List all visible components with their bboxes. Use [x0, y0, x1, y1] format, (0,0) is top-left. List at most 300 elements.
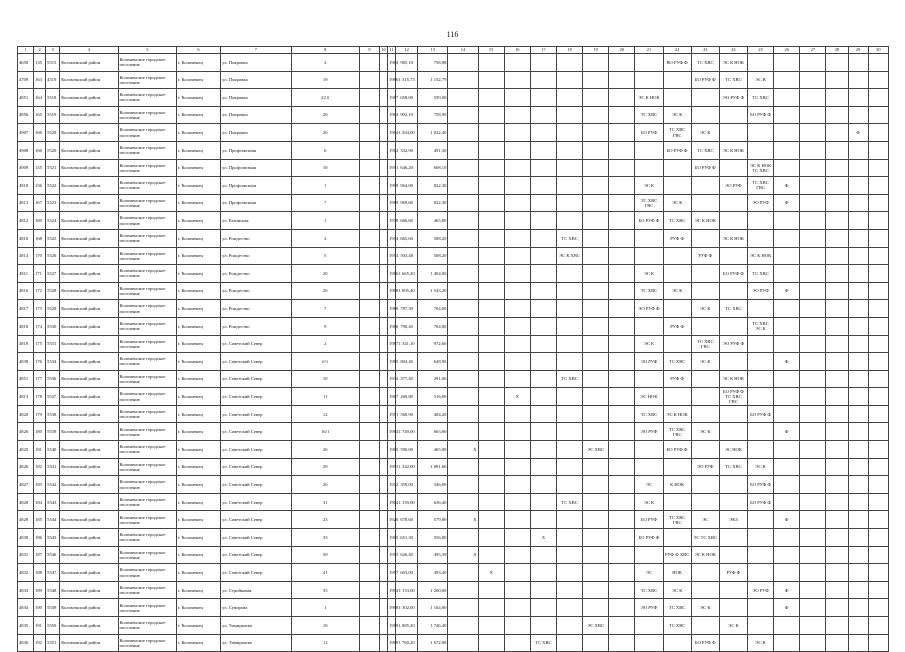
table-cell — [848, 194, 868, 212]
table-cell: 177 — [34, 370, 46, 388]
table-cell — [504, 458, 530, 476]
table-cell — [556, 335, 582, 353]
table-cell — [719, 581, 747, 599]
table-cell — [583, 282, 609, 300]
table-cell — [583, 335, 609, 353]
table-cell: 1 — [291, 599, 359, 617]
table-cell — [530, 458, 556, 476]
table-cell — [478, 89, 504, 107]
table-cell — [826, 634, 848, 652]
table-cell: ул. Советский Север — [221, 388, 291, 406]
table-row — [18, 423, 889, 441]
table-cell — [663, 247, 691, 265]
table-cell — [800, 282, 826, 300]
table-cell: Коломенское городское поселение — [118, 194, 176, 212]
table-cell: 166 — [34, 141, 46, 159]
column-number: 8 — [291, 47, 359, 54]
table-cell — [800, 194, 826, 212]
table-cell: Коломенский район — [60, 212, 118, 230]
table-cell — [663, 458, 691, 476]
table-cell: РУФ Ф — [719, 564, 747, 582]
table-row — [18, 177, 889, 195]
table-cell: 269,80 — [396, 388, 418, 406]
table-cell: РУФ Ф — [691, 247, 719, 265]
table-cell — [359, 441, 379, 459]
table-cell: 22 б — [291, 89, 359, 107]
table-cell: Коломенское городское поселение — [118, 634, 176, 652]
table-cell — [478, 546, 504, 564]
table-cell — [848, 493, 868, 511]
table-cell: ЭС К НОК — [691, 546, 719, 564]
table-cell: 4828 — [18, 493, 34, 511]
table-cell: 1989 — [388, 634, 396, 652]
table-cell — [609, 599, 635, 617]
table-cell — [504, 177, 530, 195]
table-cell — [380, 599, 388, 617]
table-cell — [380, 476, 388, 494]
table-cell — [556, 89, 582, 107]
table-cell — [609, 617, 635, 635]
table-cell: Коломенское городское поселение — [118, 317, 176, 335]
table-cell: Коломенское городское поселение — [118, 476, 176, 494]
table-cell: г. Коломенец — [176, 423, 220, 441]
table-cell — [609, 54, 635, 72]
table-cell: ул. Покровка — [221, 106, 291, 124]
table-cell — [583, 476, 609, 494]
table-cell — [868, 353, 888, 371]
table-cell — [556, 634, 582, 652]
table-cell — [478, 405, 504, 423]
table-cell: ТС ХВС — [748, 265, 774, 283]
table-cell: ЭС К НОК — [719, 370, 747, 388]
table-cell — [748, 54, 774, 72]
table-cell — [748, 529, 774, 547]
table-cell: 26 — [291, 282, 359, 300]
table-cell — [380, 458, 388, 476]
table-cell — [748, 229, 774, 247]
table-cell — [719, 247, 747, 265]
table-cell — [774, 141, 800, 159]
table-cell — [448, 564, 478, 582]
table-cell — [609, 265, 635, 283]
table-cell — [868, 388, 888, 406]
table-cell — [556, 511, 582, 529]
table-cell: 1954 — [388, 247, 396, 265]
table-cell — [609, 317, 635, 335]
table-cell: Коломенское городское поселение — [118, 423, 176, 441]
table-cell: Коломенский район — [60, 282, 118, 300]
table-cell: ЭС НОК — [635, 388, 663, 406]
table-cell — [504, 247, 530, 265]
table-cell — [800, 89, 826, 107]
table-cell — [530, 89, 556, 107]
table-cell: г. Коломенец — [176, 177, 220, 195]
table-cell — [774, 617, 800, 635]
table-cell — [800, 212, 826, 230]
table-cell: ул. Тимирязева — [221, 634, 291, 652]
table-cell: 465,80 — [418, 212, 448, 230]
table-cell: 1 695,40 — [396, 282, 418, 300]
table-cell — [826, 229, 848, 247]
table-cell: 1999 — [388, 177, 396, 195]
table-cell: 35 — [291, 581, 359, 599]
table-cell: ул. Рождество — [221, 282, 291, 300]
table-cell — [868, 141, 888, 159]
table-cell — [478, 441, 504, 459]
table-cell: 4830 — [18, 529, 34, 547]
table-cell: 1 342,00 — [396, 458, 418, 476]
column-number: 3 — [46, 47, 60, 54]
table-cell — [504, 317, 530, 335]
table-cell: Коломенский район — [60, 405, 118, 423]
table-cell: ЭС К — [691, 353, 719, 371]
table-cell — [530, 546, 556, 564]
table-cell: Коломенский район — [60, 458, 118, 476]
table-cell: г. Коломенец — [176, 212, 220, 230]
table-cell — [556, 106, 582, 124]
table-cell — [478, 370, 504, 388]
table-cell — [380, 71, 388, 89]
table-cell — [748, 300, 774, 318]
table-cell — [609, 71, 635, 89]
table-cell — [609, 353, 635, 371]
table-cell — [380, 247, 388, 265]
table-cell: ЭС — [635, 564, 663, 582]
table-cell — [848, 282, 868, 300]
table-cell: 608,10 — [418, 159, 448, 177]
table-cell: БО РУФ Ф — [691, 634, 719, 652]
table-cell — [748, 353, 774, 371]
table-cell — [800, 335, 826, 353]
table-row — [18, 546, 889, 564]
table-cell: БО РУФ Ф — [748, 476, 774, 494]
table-cell — [380, 265, 388, 283]
table-cell: г. Коломенец — [176, 106, 220, 124]
table-cell — [868, 71, 888, 89]
table-cell — [583, 194, 609, 212]
table-cell: 4838 — [18, 353, 34, 371]
table-cell: Коломенский район — [60, 89, 118, 107]
table-cell — [380, 634, 388, 652]
table-cell — [609, 194, 635, 212]
table-cell — [826, 141, 848, 159]
table-cell: Коломенский район — [60, 493, 118, 511]
table-cell: 171 — [34, 265, 46, 283]
table-row — [18, 599, 889, 617]
table-cell: БО РУФ Ф — [663, 141, 691, 159]
table-cell — [748, 212, 774, 230]
table-cell — [848, 634, 868, 652]
table-cell: РУФ Ф — [663, 229, 691, 247]
table-cell — [826, 265, 848, 283]
table-cell: г. Коломенец — [176, 71, 220, 89]
table-cell — [583, 581, 609, 599]
table-cell — [583, 141, 609, 159]
table-cell: г. Коломенец — [176, 493, 220, 511]
table-cell: г. Коломенец — [176, 141, 220, 159]
table-cell — [663, 159, 691, 177]
table-cell — [380, 335, 388, 353]
table-cell — [583, 300, 609, 318]
table-cell: ул. Рождество — [221, 247, 291, 265]
table-cell: 1951 — [388, 159, 396, 177]
table-cell: 1965 — [388, 441, 396, 459]
table-cell: 33 — [291, 529, 359, 547]
table-cell: 1955 — [388, 546, 396, 564]
table-row — [18, 581, 889, 599]
table-cell — [530, 599, 556, 617]
table-row — [18, 370, 889, 388]
table-cell — [868, 247, 888, 265]
table-cell: 156 — [34, 177, 46, 195]
table-cell: Ф — [774, 599, 800, 617]
table-cell: ул. Покровка — [221, 54, 291, 72]
table-cell — [556, 529, 582, 547]
table-cell — [556, 141, 582, 159]
table-cell — [826, 441, 848, 459]
table-cell: Коломенское городское поселение — [118, 89, 176, 107]
table-cell: 174 — [34, 317, 46, 335]
table-cell — [826, 405, 848, 423]
table-cell — [478, 106, 504, 124]
table-cell — [359, 546, 379, 564]
table-cell: 170 — [34, 247, 46, 265]
table-cell: 1 341,10 — [396, 335, 418, 353]
table-cell: ЭС К — [635, 335, 663, 353]
table-cell — [359, 476, 379, 494]
table-cell — [380, 177, 388, 195]
table-cell: 1926 — [388, 511, 396, 529]
table-cell — [691, 564, 719, 582]
column-number: 22 — [663, 47, 691, 54]
table-cell: Коломенское городское поселение — [118, 247, 176, 265]
column-number: 11 — [389, 47, 394, 53]
table-cell: ЭО РУФ Ф — [719, 89, 747, 107]
table-cell — [774, 229, 800, 247]
table-cell: Коломенский район — [60, 265, 118, 283]
table-cell — [583, 353, 609, 371]
table-cell — [478, 599, 504, 617]
table-cell: 190 — [34, 599, 46, 617]
table-cell: г. Коломенец — [176, 581, 220, 599]
table-cell — [848, 370, 868, 388]
table-cell — [635, 141, 663, 159]
table-cell — [691, 493, 719, 511]
table-cell: X — [448, 546, 478, 564]
table-cell — [848, 177, 868, 195]
table-cell — [826, 300, 848, 318]
table-cell: 12 — [291, 634, 359, 652]
table-cell: 178 — [34, 388, 46, 406]
table-cell — [556, 423, 582, 441]
table-cell — [504, 546, 530, 564]
table-cell: Коломенский район — [60, 617, 118, 635]
table-cell — [359, 141, 379, 159]
table-cell: Коломенское городское поселение — [118, 335, 176, 353]
table-cell: 665,60 — [396, 229, 418, 247]
table-cell — [359, 564, 379, 582]
table-cell: 4814 — [18, 247, 34, 265]
table-cell — [868, 441, 888, 459]
table-cell — [504, 511, 530, 529]
table-cell: 20 — [291, 106, 359, 124]
table-cell: 493,40 — [418, 564, 448, 582]
table-cell: 41 — [291, 564, 359, 582]
table-cell — [530, 617, 556, 635]
table-cell — [448, 388, 478, 406]
table-cell: ЭО РУФ — [719, 177, 747, 195]
table-cell: 5530 — [46, 317, 60, 335]
table-cell: БО РУФ — [635, 511, 663, 529]
table-cell — [848, 353, 868, 371]
table-cell — [748, 546, 774, 564]
table-cell — [556, 300, 582, 318]
table-cell: 1 022,40 — [418, 124, 448, 142]
table-cell — [530, 106, 556, 124]
table-cell — [774, 54, 800, 72]
table-cell — [530, 388, 556, 406]
table-cell: г. Коломенец — [176, 247, 220, 265]
table-cell — [719, 317, 747, 335]
table-cell: ЭС К НОК — [635, 89, 663, 107]
table-cell: 4811 — [18, 265, 34, 283]
table-cell: 1 746,40 — [418, 617, 448, 635]
table-cell — [504, 441, 530, 459]
table-cell: ТС ХВС ГВС — [635, 194, 663, 212]
table-cell — [359, 159, 379, 177]
table-cell: БО РУФ Ф — [748, 493, 774, 511]
table-cell — [826, 564, 848, 582]
table-cell — [556, 317, 582, 335]
table-cell — [691, 388, 719, 406]
table-cell — [380, 405, 388, 423]
table-cell — [868, 212, 888, 230]
table-cell: 4829 — [18, 511, 34, 529]
column-number: 29 — [848, 47, 868, 54]
table-cell: 176 — [34, 353, 46, 371]
table-cell — [448, 458, 478, 476]
table-cell — [583, 493, 609, 511]
table-cell — [691, 282, 719, 300]
table-cell — [380, 229, 388, 247]
table-cell — [609, 529, 635, 547]
table-cell — [800, 564, 826, 582]
table-cell — [826, 247, 848, 265]
table-cell: 4810 — [18, 229, 34, 247]
table-cell: 179 — [34, 405, 46, 423]
table-cell: ул. Советский Север — [221, 353, 291, 371]
table-cell: 4813 — [18, 388, 34, 406]
table-cell: 1984 — [388, 106, 396, 124]
table-cell — [868, 581, 888, 599]
table-cell: 902,10 — [396, 106, 418, 124]
table-cell — [635, 159, 663, 177]
table-cell — [448, 71, 478, 89]
table-cell — [504, 265, 530, 283]
table-cell: 165 — [34, 106, 46, 124]
table-cell: 1 749,00 — [396, 423, 418, 441]
table-cell: 5529 — [46, 124, 60, 142]
table-cell: Коломенское городское поселение — [118, 54, 176, 72]
table-cell — [826, 335, 848, 353]
table-cell — [359, 581, 379, 599]
table-cell: Коломенское городское поселение — [118, 617, 176, 635]
table-cell: ЭС — [691, 511, 719, 529]
table-cell — [868, 546, 888, 564]
table-cell: 5537 — [46, 388, 60, 406]
table-cell: ТС ХВС — [530, 634, 556, 652]
table-cell — [478, 282, 504, 300]
table-cell — [478, 265, 504, 283]
table-cell — [848, 335, 868, 353]
table-cell — [556, 388, 582, 406]
column-number: 21 — [635, 47, 663, 54]
table-cell — [826, 89, 848, 107]
table-cell: 164 — [34, 89, 46, 107]
table-cell — [359, 89, 379, 107]
table-cell: 5544 — [46, 511, 60, 529]
table-cell: 539,00 — [418, 89, 448, 107]
table-cell: 1 760,20 — [396, 634, 418, 652]
table-cell — [800, 493, 826, 511]
table-row — [18, 335, 889, 353]
table-cell: 4826 — [18, 423, 34, 441]
table-cell: БО РУФ Ф — [748, 106, 774, 124]
table-row — [18, 564, 889, 582]
table-cell — [504, 529, 530, 547]
table-cell: ЭС ТС ХВС — [691, 529, 719, 547]
table-cell — [868, 300, 888, 318]
column-number: 5 — [118, 47, 176, 54]
table-cell: ул. Тимирязева — [221, 617, 291, 635]
table-cell: Ф — [774, 282, 800, 300]
table-cell: ТС ХВС ГВС — [663, 423, 691, 441]
table-cell — [556, 71, 582, 89]
table-cell — [478, 317, 504, 335]
table-cell: ЭС К — [748, 458, 774, 476]
table-cell — [848, 54, 868, 72]
table-cell: 1984 — [388, 423, 396, 441]
table-cell — [868, 476, 888, 494]
table-cell: 651,30 — [396, 529, 418, 547]
table-cell: 4819 — [18, 335, 34, 353]
table-cell: ул. Рождество — [221, 300, 291, 318]
table-cell — [609, 370, 635, 388]
table-cell: Коломенский район — [60, 194, 118, 212]
table-cell: 175 — [34, 335, 46, 353]
table-cell — [748, 599, 774, 617]
table-cell: Коломенский район — [60, 54, 118, 72]
table-cell — [609, 423, 635, 441]
table-cell — [448, 124, 478, 142]
table-cell — [774, 388, 800, 406]
table-cell — [719, 546, 747, 564]
table-cell: 291,00 — [418, 370, 448, 388]
table-cell — [609, 106, 635, 124]
table-cell — [748, 335, 774, 353]
table-cell: ТС ХВС — [635, 581, 663, 599]
table-cell — [504, 405, 530, 423]
table-cell: 1965 — [388, 529, 396, 547]
table-cell — [478, 247, 504, 265]
table-cell — [691, 441, 719, 459]
table-cell: 1998 — [388, 599, 396, 617]
table-cell — [609, 282, 635, 300]
table-cell — [635, 247, 663, 265]
table-cell — [800, 511, 826, 529]
table-cell: Ф — [774, 177, 800, 195]
table-cell — [719, 124, 747, 142]
